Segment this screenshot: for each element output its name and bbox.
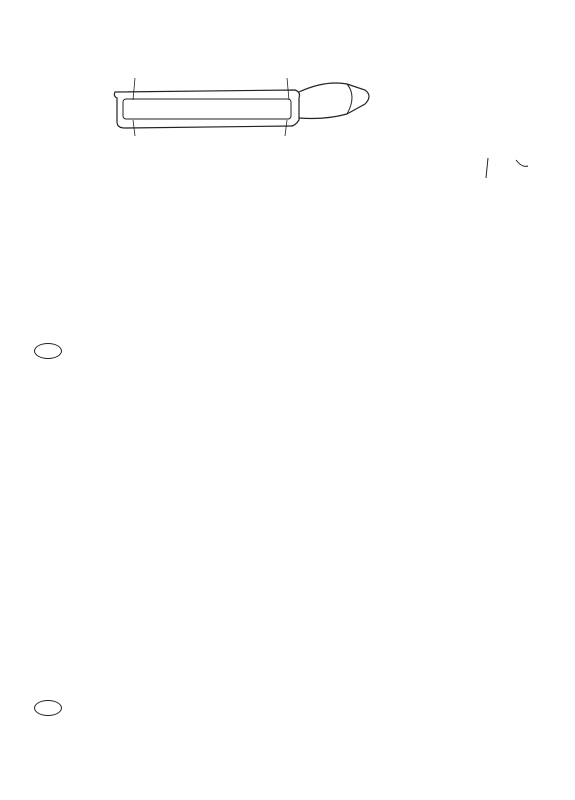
ecm-connector-diagram xyxy=(95,70,395,150)
handwritten-arrows xyxy=(478,150,538,190)
circle-mark-pin31 xyxy=(34,700,62,716)
circle-mark-pin14 xyxy=(34,343,62,359)
